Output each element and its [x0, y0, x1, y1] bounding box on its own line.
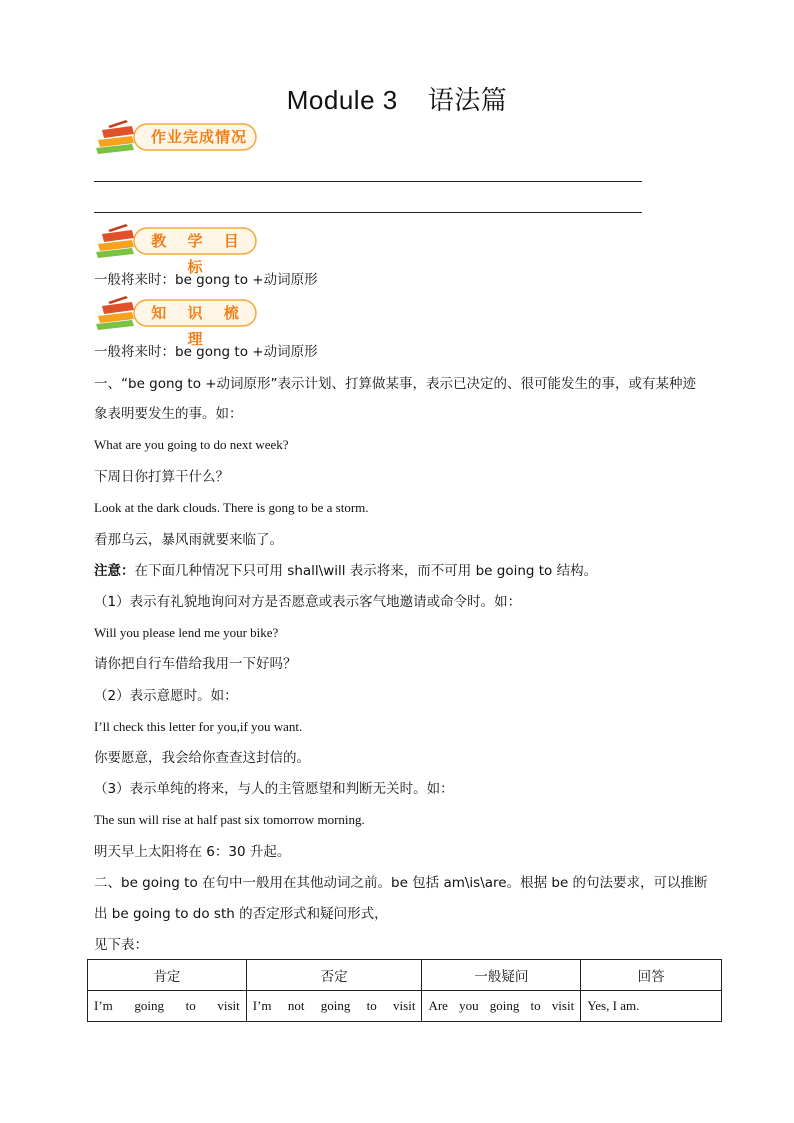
- title-sub: 语法篇: [427, 85, 508, 115]
- badge-knowledge-label: 知 识 梳 理: [151, 304, 247, 348]
- table-header-row: [88, 960, 722, 991]
- table-cell: Yes, I am.: [581, 991, 722, 1022]
- answer-line-1: [94, 181, 642, 182]
- table-header: 肯定: [88, 960, 247, 991]
- translation: 看那乌云，暴风雨就要来临了。: [94, 532, 283, 548]
- text-line: 见下表：: [94, 937, 148, 953]
- translation: 请你把自行车借给我用一下好吗？: [94, 656, 297, 672]
- badge-homework-label: 作业完成情况: [150, 128, 247, 146]
- translation: 你要愿意，我会给你查查这封信的。: [94, 750, 310, 766]
- example-sentence: Will you please lend me your bike?: [94, 625, 279, 640]
- table-cell: Are you going to visit: [422, 991, 581, 1022]
- page-title: [0, 80, 794, 117]
- table-cell: I’m not going to visit: [246, 991, 422, 1022]
- translation: 下周日你打算干什么？: [94, 469, 229, 485]
- text-line: （2）表示意愿时。如：: [94, 688, 238, 704]
- note-text: 在下面几种情况下只可用 shall\will 表示将来，而不可用 be going to 结构。: [134, 563, 598, 579]
- text-line: 二、be going to 在句中一般用在其他动词之前。be 包括 am\is\are。根据 be 的句法要求，可以推断: [94, 875, 708, 891]
- title-main: Module 3: [286, 85, 398, 115]
- note-label: 注意：: [94, 563, 135, 579]
- table-header: 回答: [581, 960, 722, 991]
- badge-objectives: [94, 222, 264, 276]
- text-line: （3）表示单纯的将来，与人的主管愿望和判断无关时。如：: [94, 781, 454, 797]
- text-line: 出 be going to do sth 的否定形式和疑问形式，: [94, 906, 388, 922]
- table-header: 一般疑问: [422, 960, 581, 991]
- table-cell: I’m going to visit: [88, 991, 247, 1022]
- text-line: 一般将来时：be gong to +动词原形: [94, 344, 318, 360]
- note-line: [94, 561, 714, 581]
- objective-text: 一般将来时：be gong to +动词原形: [94, 272, 318, 288]
- example-sentence: The sun will rise at half past six tomorrow morning.: [94, 812, 365, 827]
- example-sentence: Look at the dark clouds. There is gong to be a storm.: [94, 500, 369, 515]
- example-sentence: I’ll check this letter for you,if you want.: [94, 719, 303, 734]
- answer-line-2: [94, 212, 642, 213]
- badge-knowledge: [94, 294, 264, 348]
- text-line: 一、“be gong to +动词原形”表示计划、打算做某事，表示已决定的、很可能发生的事，或有某种迹: [94, 376, 697, 392]
- text-line: 象表明要发生的事。如：: [94, 406, 243, 422]
- table-row: [88, 991, 722, 1022]
- forms-table: [87, 959, 722, 1022]
- badge-objectives-label: 教 学 目 标: [151, 232, 247, 276]
- badge-homework: [94, 118, 264, 158]
- example-sentence: What are you going to do next week?: [94, 437, 289, 452]
- text-line: （1）表示有礼貌地询问对方是否愿意或表示客气地邀请或命令时。如：: [94, 594, 522, 610]
- translation: 明天早上太阳将在 6：30 升起。: [94, 844, 291, 860]
- table-header: 否定: [246, 960, 422, 991]
